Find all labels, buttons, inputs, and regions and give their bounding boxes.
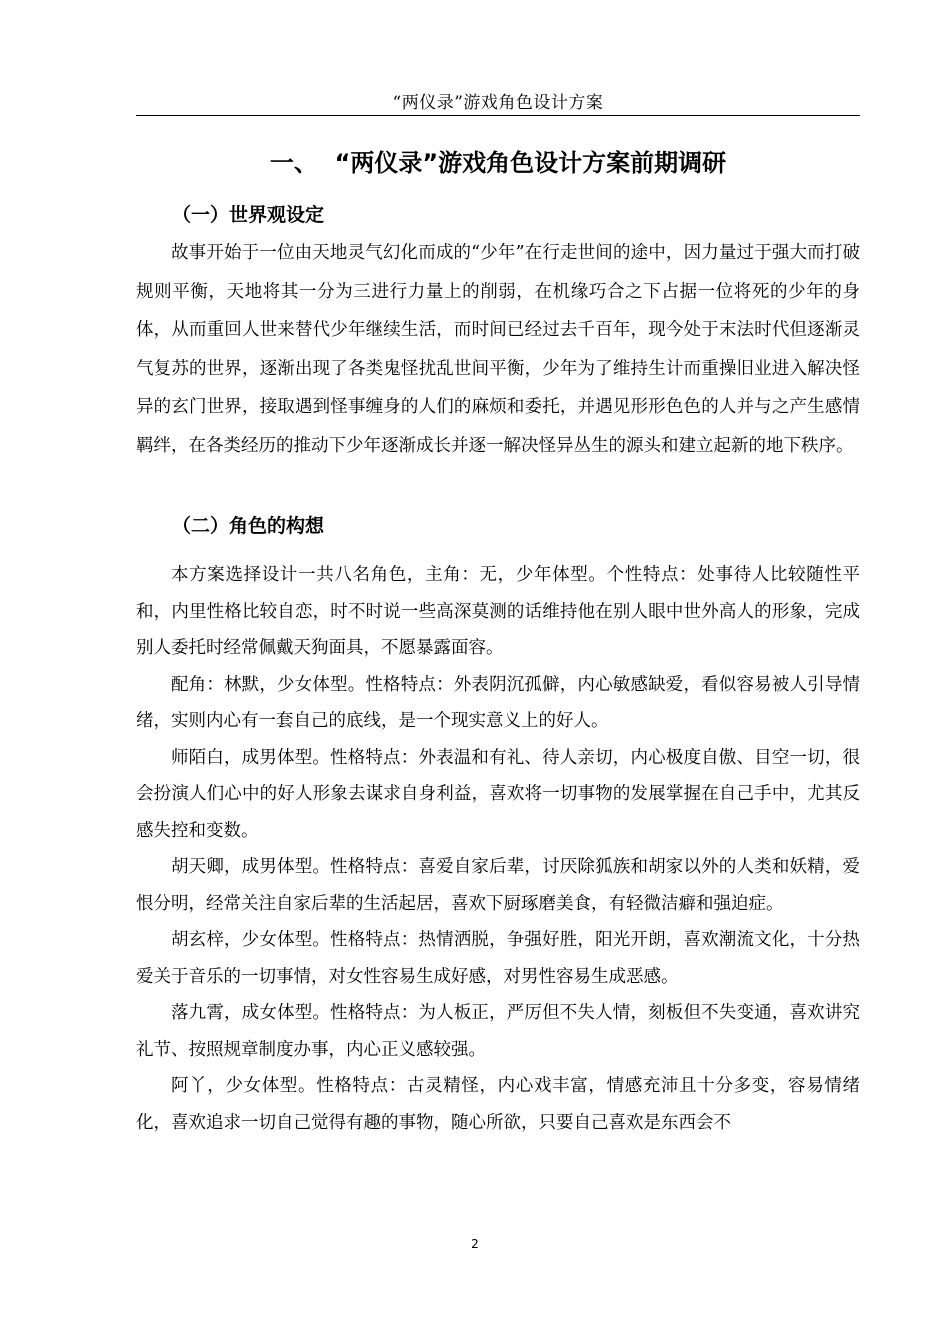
page-title: 一、 “两仪录”游戏角色设计方案前期调研 — [269, 149, 727, 177]
character-paragraph-hu-tianqing: 胡天卿，成男体型。性格特点：喜爱自家后辈，讨厌除狐族和胡家以外的人类和妖精，爱恨分明，经常关注自家后辈的生活起居，喜欢下厨琢磨美食，有轻微洁癖和强迫症。 — [136, 857, 860, 914]
running-header-title: “两仪录”游戏角色设计方案 — [392, 93, 604, 113]
section-heading-worldview: （一）世界观设定 — [172, 204, 325, 226]
header-rule — [136, 115, 860, 116]
character-paragraph-luo-jiuxiao: 落九霄，成女体型。性格特点：为人板正，严厉但不失人情，刻板但不失变通，喜欢讲究礼节、按照规章制度办事，内心正义感较强。 — [136, 1003, 860, 1060]
character-paragraph-hu-xuanzi: 胡玄梓，少女体型。性格特点：热情洒脱，争强好胜，阳光开朗，喜欢潮流文化，十分热爱关于音乐的一切事情，对女性容易生成好感，对男性容易生成恶感。 — [136, 930, 860, 987]
section-heading-characters: （二）角色的构想 — [172, 515, 325, 537]
character-descriptions — [136, 557, 860, 1141]
character-paragraph-lin-mo: 配角：林默，少女体型。性格特点：外表阴沉孤僻，内心敏感缺爱，看似容易被人引导情绪，实则内心有一套自己的底线，是一个现实意义上的好人。 — [136, 674, 860, 731]
worldview-paragraph: 故事开始于一位由天地灵气幻化而成的“少年”在行走世间的途中，因力量过于强大而打破规则平衡，天地将其一分为三进行力量上的削弱，在机缘巧合之下占据一位将死的少年的身体，从而重回人世来替代少年继续生活，而时间已经过去千百年，现今处于末法时代但逐渐灵气复苏的世界，逐渐出现了各类鬼怪扰乱世间平衡，少年为了维持生计而重操旧业进入解决怪异的玄门世界，接取遇到怪事缠身的人们的麻烦和委托，并遇见形形色色的人并与之产生感情羁绊，在各类经历的推动下少年逐渐成长并逐一解决怪异丛生的源头和建立起新的地下秩序。 — [136, 243, 860, 456]
page-number: 2 — [471, 1237, 479, 1251]
character-paragraph-a-ya: 阿丫，少女体型。性格特点：古灵精怪，内心戏丰富，情感充沛且十分多变，容易情绪化，喜欢追求一切自己觉得有趣的事物，随心所欲，只要自己喜欢是东西会不 — [136, 1076, 860, 1133]
character-paragraph-shi-mobai: 师陌白，成男体型。性格特点：外表温和有礼、待人亲切，内心极度自傲、目空一切，很会扮演人们心中的好人形象去谋求自身利益，喜欢将一切事物的发展掌握在自己手中，尤其反感失控和变数。 — [136, 747, 860, 841]
character-paragraph-protagonist: 本方案选择设计一共八名角色，主角：无，少年体型。个性特点：处事待人比较随性平和，内里性格比较自恋，时不时说一些高深莫测的话维持他在别人眼中世外高人的形象，完成别人委托时经常佩戴天狗面具，不愿暴露面容。 — [136, 565, 860, 658]
